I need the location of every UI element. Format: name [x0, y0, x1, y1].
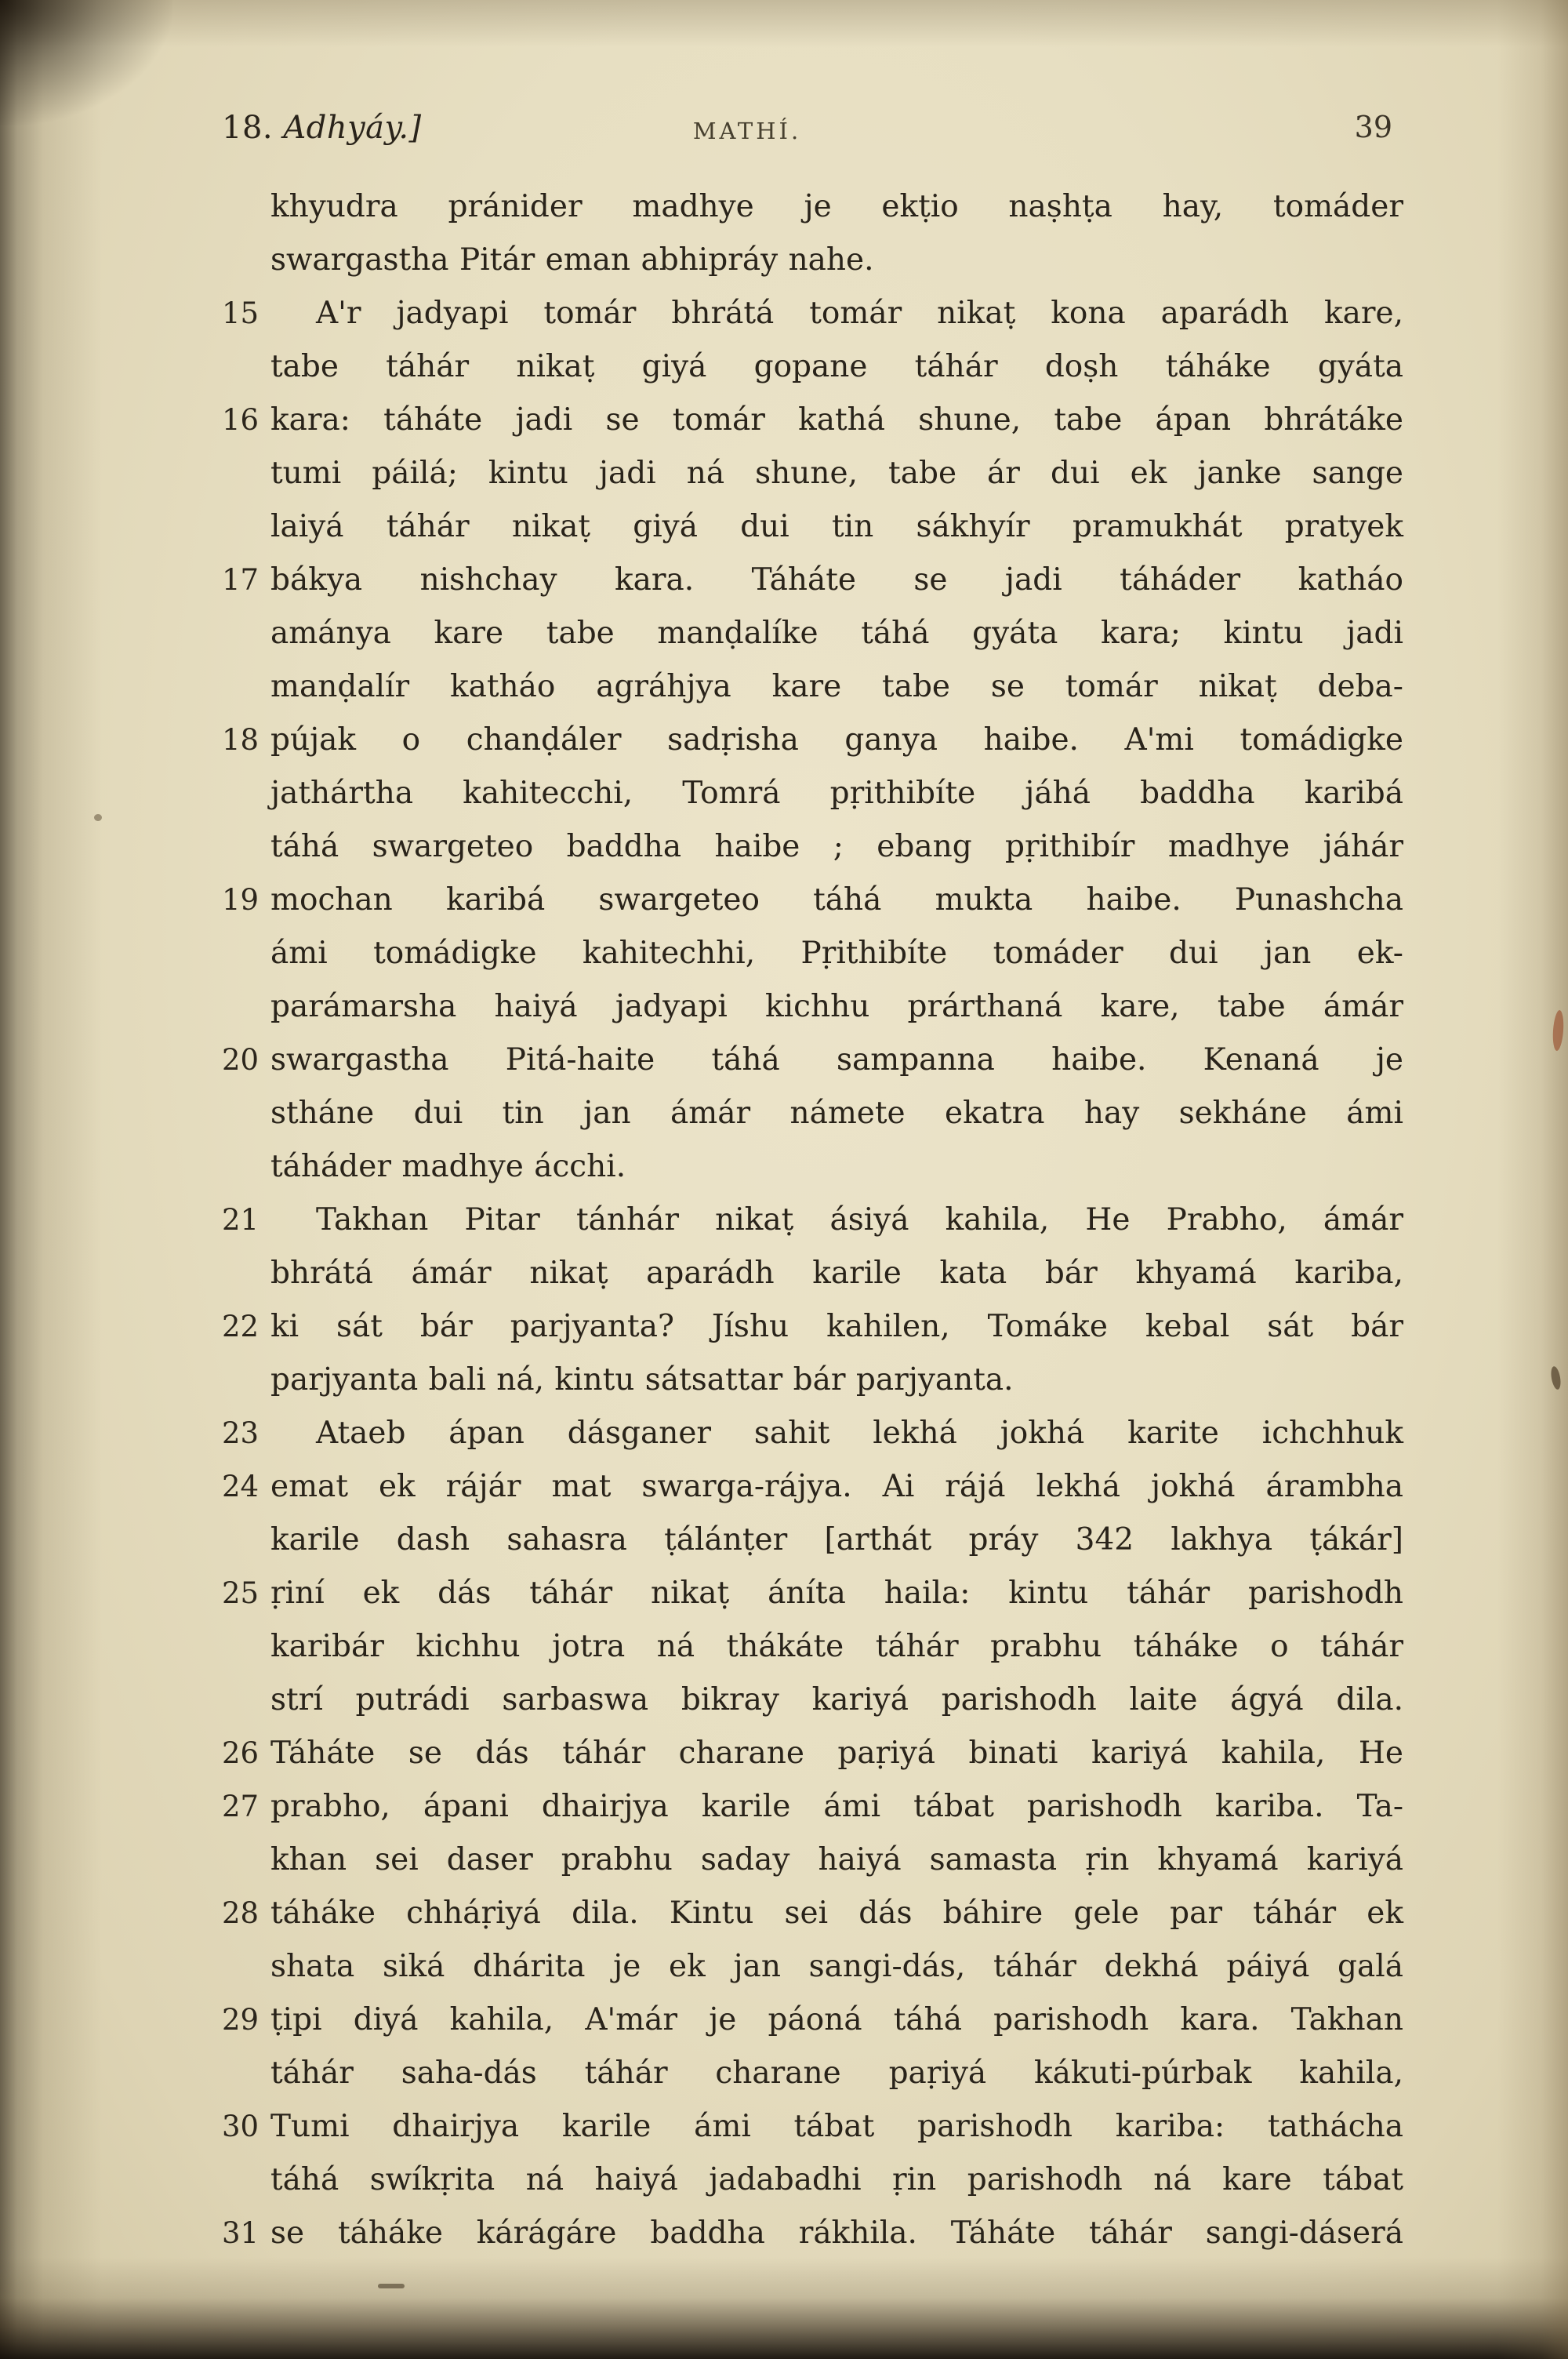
text-line	[222, 1140, 1403, 1194]
verse-number	[222, 980, 270, 1034]
chapter-number: 18.	[222, 110, 284, 146]
verse-text: se táháke kárágáre baddha rákhila. Táháte táhár sangi-dáserá	[270, 2215, 1403, 2251]
edge-dark-mark	[1549, 1365, 1562, 1390]
text-line	[222, 1940, 1403, 1994]
text-line	[222, 1460, 1403, 1514]
verse-number: 23	[222, 1416, 260, 1450]
verse-number: 31	[222, 2216, 260, 2250]
verse-text: shata siká dhárita je ek jan sangi-dás, táhár dekhá páiyá galá	[270, 1949, 1403, 1984]
verse-text: táhár saha-dás táhár charane paṛiyá kákuti-púrbak kahila,	[270, 2055, 1403, 2091]
verse-number	[222, 180, 270, 234]
paper-fiber-mark	[378, 2284, 405, 2288]
verse-text: ṭipi diyá kahila, A'már je páoná táhá parishodh kara. Takhan	[270, 2002, 1403, 2037]
text-line	[222, 394, 1403, 447]
verse-text: karibár kichhu jotra ná thákáte táhár prabhu táháke o táhár	[270, 1629, 1403, 1664]
text-line	[222, 927, 1403, 980]
text-line	[222, 1194, 1403, 1247]
text-line	[222, 1407, 1403, 1460]
verse-number	[222, 340, 270, 394]
text-line	[222, 1247, 1403, 1300]
verse-number	[222, 1247, 270, 1300]
text-line	[222, 1514, 1403, 1567]
scripture-text-block	[222, 180, 1403, 2260]
text-line	[222, 1620, 1403, 1674]
verse-number	[222, 500, 270, 554]
verse-text: táháder madhye ácchi.	[270, 1149, 626, 1184]
verse-number: 21	[222, 1203, 260, 1237]
verse-number: 16	[222, 403, 260, 437]
verse-number	[222, 1140, 270, 1194]
verse-number	[222, 1620, 270, 1674]
verse-text: táhá swíkṛita ná haiyá jadabadhi ṛin parishodh ná kare tábat	[270, 2162, 1403, 2197]
text-line	[222, 1834, 1403, 1887]
text-line	[222, 660, 1403, 714]
verse-number: 19	[222, 883, 260, 917]
verse-number	[222, 820, 270, 874]
chapter-heading	[222, 110, 422, 146]
verse-text: swargastha Pitá-haite táhá sampanna haibe. Kenaná je	[270, 1042, 1403, 1078]
text-line	[222, 1994, 1403, 2047]
text-line	[222, 1727, 1403, 1780]
text-line	[222, 1034, 1403, 1087]
text-line	[222, 234, 1403, 287]
text-line	[222, 2100, 1403, 2154]
text-line	[222, 980, 1403, 1034]
verse-text: tabe táhár nikaṭ giyá gopane táhár doṣh táháke gyáta	[270, 349, 1403, 384]
verse-text: ki sát bár parjyanta? Jíshu kahilen, Tomáke kebal sát bár	[270, 1309, 1403, 1344]
verse-number: 30	[222, 2110, 260, 2143]
text-line	[222, 500, 1403, 554]
verse-number: 29	[222, 2003, 260, 2037]
verse-text: Táháte se dás táhár charane paṛiyá binati kariyá kahila, He	[270, 1736, 1403, 1771]
text-line	[222, 2154, 1403, 2207]
text-line	[222, 340, 1403, 394]
verse-number: 15	[222, 296, 260, 330]
text-line	[222, 1780, 1403, 1834]
verse-text: Tumi dhairjya karile ámi tábat parishodh kariba: tathácha	[270, 2109, 1403, 2144]
verse-text: emat ek rájár mat swarga-rájya. Ai rájá lekhá jokhá árambha	[270, 1469, 1403, 1504]
text-line	[222, 874, 1403, 927]
verse-number	[222, 607, 270, 660]
verse-number: 28	[222, 1896, 260, 1930]
verse-text: táhá swargeteo baddha haibe ; ebang pṛithibír madhye jáhár	[270, 829, 1403, 864]
running-head	[222, 110, 1403, 152]
text-line	[222, 1300, 1403, 1354]
verse-number: 20	[222, 1043, 260, 1077]
verse-text: tumi páilá; kintu jadi ná shune, tabe ár dui ek janke sange	[270, 456, 1403, 491]
verse-text: strí putrádi sarbaswa bikray kariyá parishodh laite ágyá dila.	[270, 1682, 1403, 1717]
text-line	[222, 1567, 1403, 1620]
verse-text: amánya kare tabe manḍalíke táhá gyáta kara; kintu jadi	[270, 616, 1403, 651]
verse-text: stháne dui tin jan ámár námete ekatra hay sekháne ámi	[270, 1096, 1403, 1131]
verse-text: ṛiní ek dás táhár nikaṭ áníta haila: kintu táhár parishodh	[270, 1576, 1403, 1611]
verse-text: mochan karibá swargeteo táhá mukta haibe. Punashcha	[270, 882, 1403, 918]
verse-number: 26	[222, 1736, 260, 1770]
verse-text: khan sei daser prabhu saday haiyá samasta ṛin khyamá kariyá	[270, 1842, 1403, 1877]
text-line	[222, 1887, 1403, 1940]
verse-text: bákya nishchay kara. Táháte se jadi táháder katháo	[270, 562, 1403, 598]
verse-text: parjyanta bali ná, kintu sátsattar bár parjyanta.	[270, 1362, 1014, 1398]
verse-number	[222, 1514, 270, 1567]
verse-number: 27	[222, 1790, 260, 1823]
verse-text: manḍalír katháo agráhjya kare tabe se tomár nikaṭ deba-	[270, 669, 1403, 704]
verse-number	[222, 234, 270, 287]
text-line	[222, 767, 1403, 820]
verse-number	[222, 1087, 270, 1140]
verse-text: parámarsha haiyá jadyapi kichhu prárthaná kare, tabe ámár	[270, 989, 1403, 1024]
page-edge-bottom	[0, 2257, 1568, 2359]
verse-number	[222, 767, 270, 820]
page-edge-top	[0, 0, 1568, 47]
verse-text: jathártha kahitecchi, Tomrá pṛithibíte jáhá baddha karibá	[270, 776, 1403, 811]
text-line	[222, 1674, 1403, 1727]
text-line	[222, 447, 1403, 500]
page-number: 39	[1354, 110, 1392, 144]
binding-shadow-left	[0, 0, 102, 2359]
verse-text: kara: táháte jadi se tomár kathá shune, tabe ápan bhrátáke	[270, 402, 1403, 438]
verse-number: 24	[222, 1470, 260, 1503]
verse-text: A'r jadyapi tomár bhrátá tomár nikaṭ kona aparádh kare,	[316, 296, 1403, 331]
verse-number: 25	[222, 1576, 260, 1610]
edge-stain-mark	[1552, 1010, 1565, 1052]
verse-number	[222, 1674, 270, 1727]
verse-number	[222, 447, 270, 500]
text-line	[222, 1354, 1403, 1407]
verse-number: 22	[222, 1310, 260, 1343]
paper-speck	[94, 814, 102, 821]
text-line	[222, 1087, 1403, 1140]
text-line	[222, 287, 1403, 340]
verse-number	[222, 1834, 270, 1887]
verse-text: pújak o chanḍáler sadṛisha ganya haibe. A'mi tomádigke	[270, 722, 1403, 758]
verse-number	[222, 2154, 270, 2207]
verse-text: bhrátá ámár nikaṭ aparádh karile kata bár khyamá kariba,	[270, 1256, 1403, 1291]
verse-text: ámi tomádigke kahitechhi, Pṛithibíte tomáder dui jan ek-	[270, 936, 1403, 971]
chapter-title: Adhyáy.]	[283, 110, 422, 146]
verse-text: táháke chháṛiyá dila. Kintu sei dás báhire gele par táhár ek	[270, 1896, 1403, 1931]
page-edge-right	[1497, 0, 1568, 2359]
book-title: MATHÍ.	[692, 118, 802, 144]
verse-number: 17	[222, 563, 260, 597]
text-line	[222, 2047, 1403, 2100]
text-line	[222, 714, 1403, 767]
verse-number	[222, 1354, 270, 1407]
text-line	[222, 554, 1403, 607]
scan-corner-shadow	[0, 0, 172, 125]
verse-number	[222, 660, 270, 714]
verse-text: Ataeb ápan dásganer sahit lekhá jokhá karite ichchhuk	[316, 1416, 1403, 1451]
verse-number	[222, 1940, 270, 1994]
verse-text: prabho, ápani dhairjya karile ámi tábat parishodh kariba. Ta-	[270, 1789, 1403, 1824]
verse-text: swargastha Pitár eman abhipráy nahe.	[270, 242, 874, 278]
verse-text: khyudra pránider madhye je ekṭio naṣhṭa hay, tomáder	[270, 189, 1403, 224]
verse-number	[222, 2047, 270, 2100]
verse-number	[222, 927, 270, 980]
text-line	[222, 2207, 1403, 2260]
verse-number: 18	[222, 723, 260, 757]
text-line	[222, 607, 1403, 660]
verse-text: Takhan Pitar tánhár nikaṭ ásiyá kahila, He Prabho, ámár	[316, 1202, 1403, 1238]
verse-text: laiyá táhár nikaṭ giyá dui tin sákhyír pramukhát pratyek	[270, 509, 1403, 544]
verse-text: karile dash sahasra ṭálánṭer [arthát práy 342 lakhya ṭákár]	[270, 1522, 1403, 1558]
text-line	[222, 180, 1403, 234]
text-line	[222, 820, 1403, 874]
